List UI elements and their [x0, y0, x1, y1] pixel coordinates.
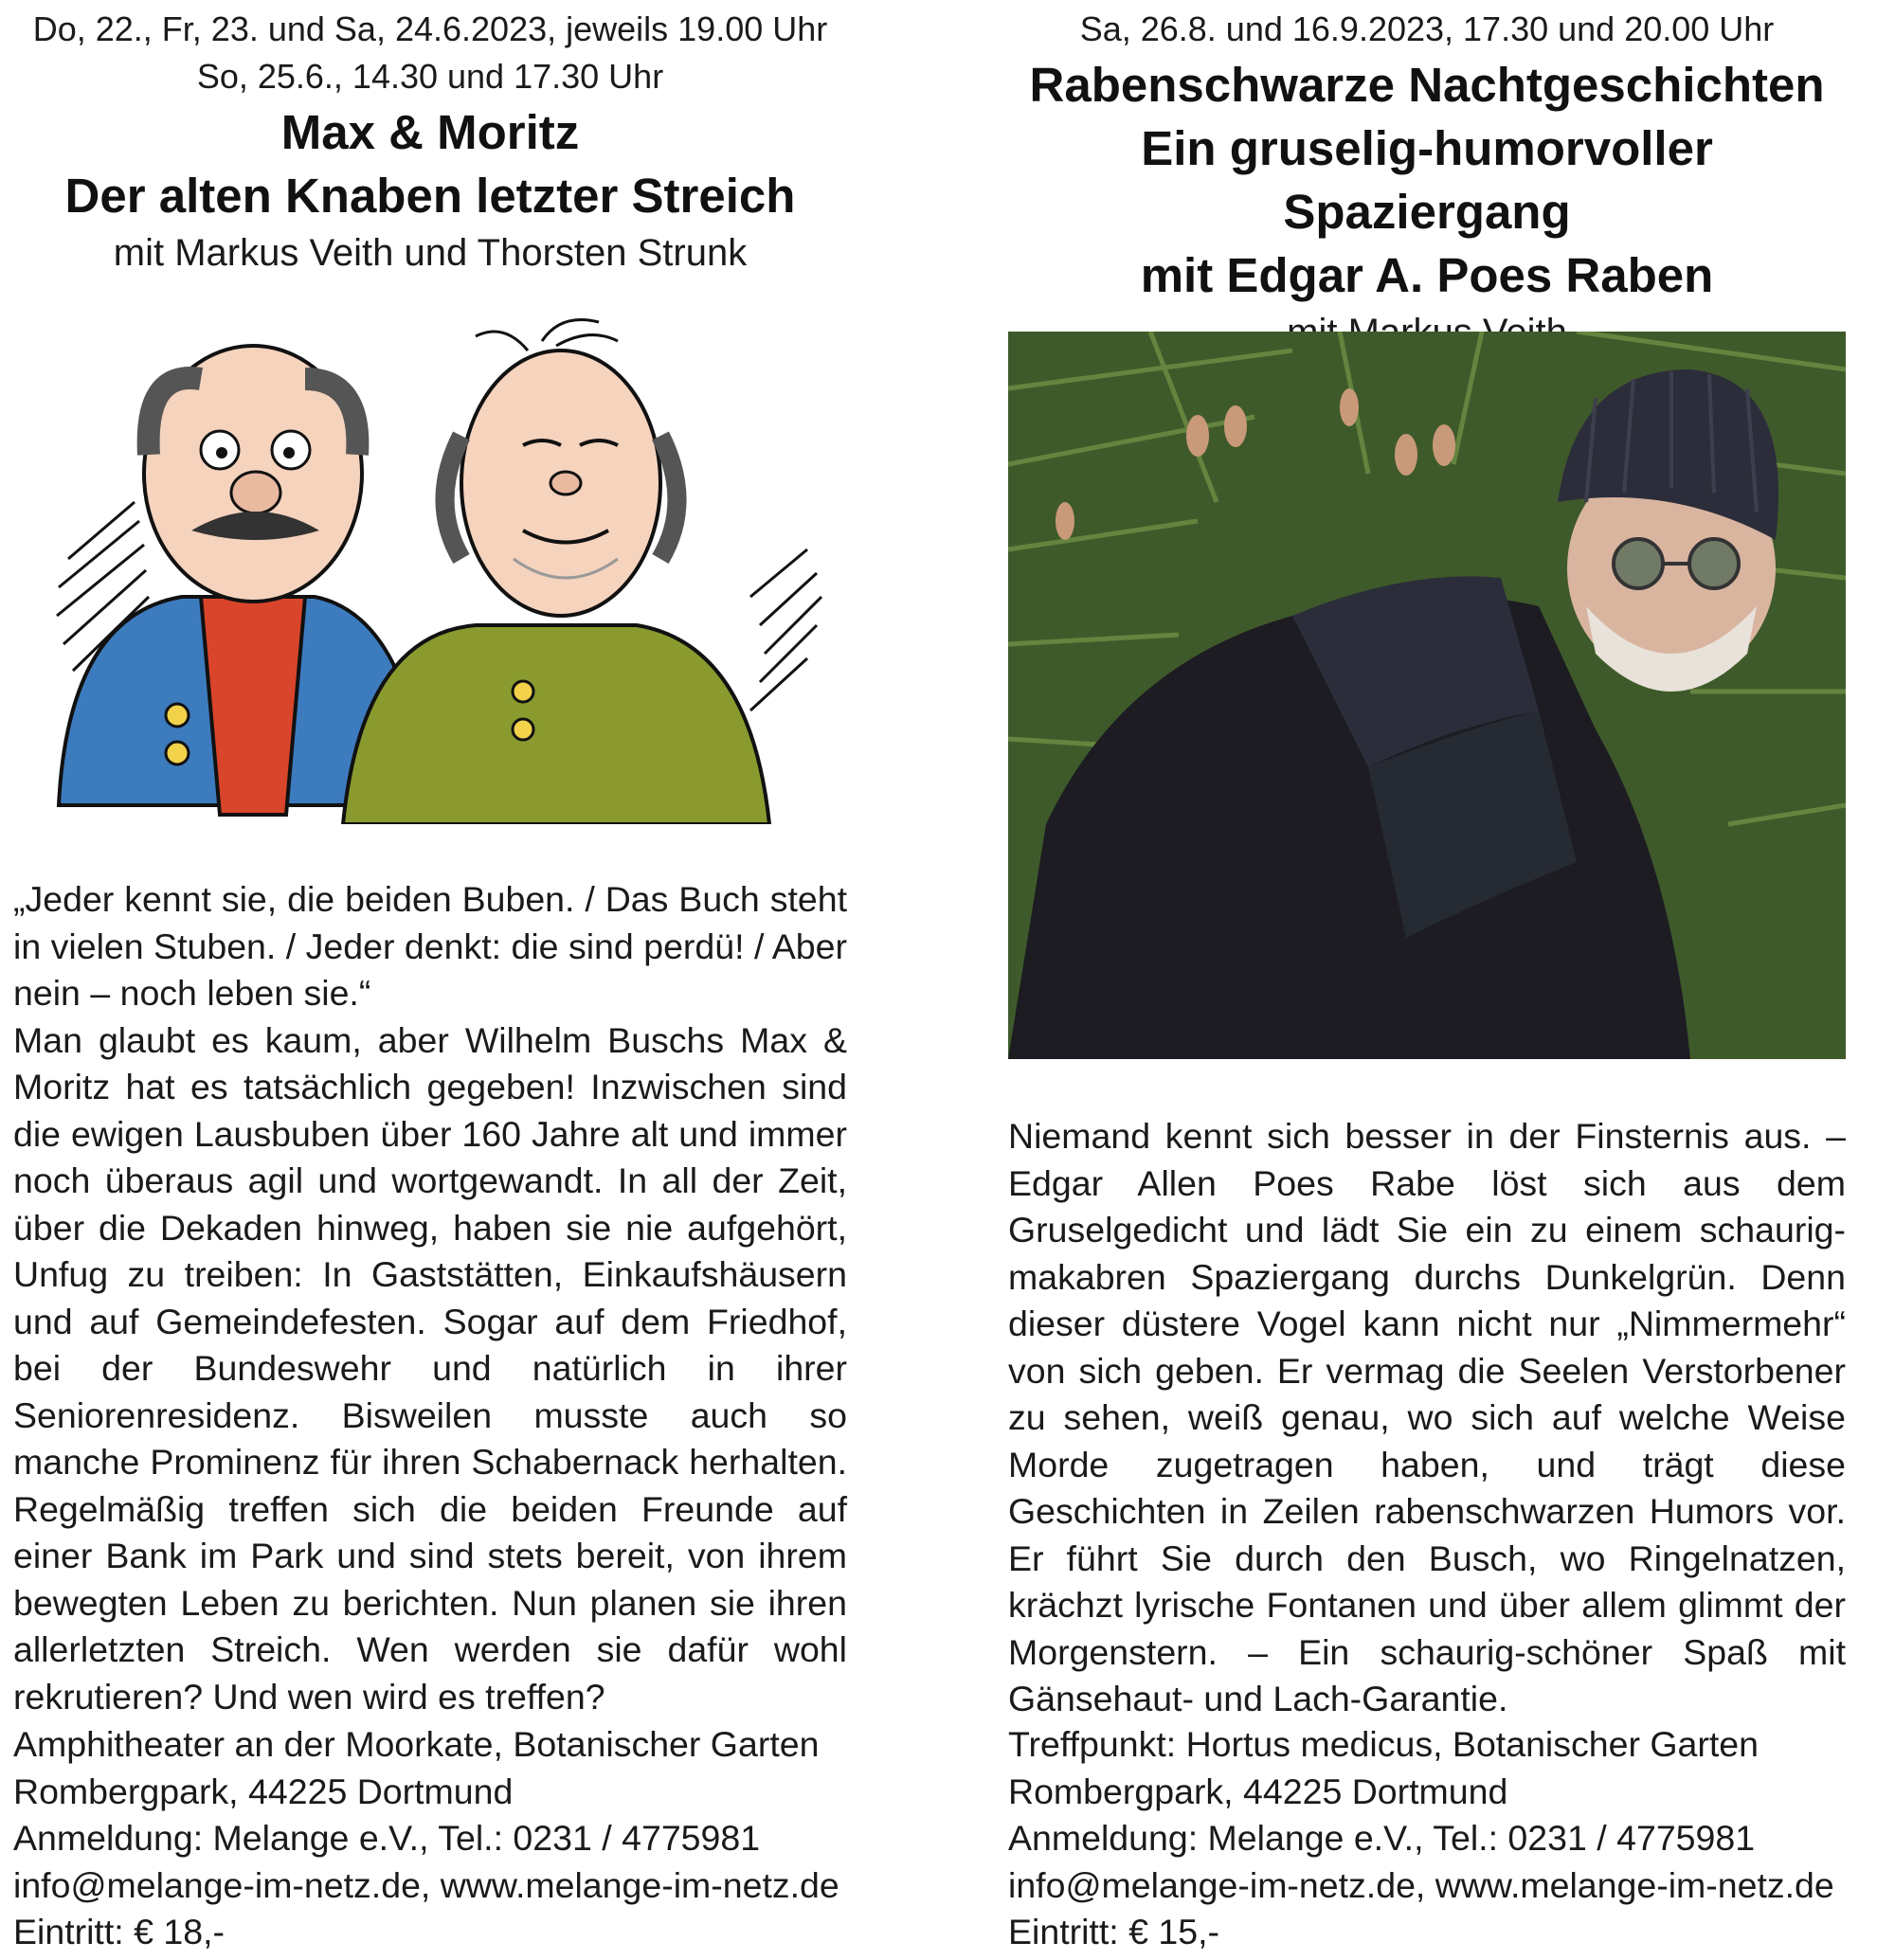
left-description-text: Man glaubt es kaum, aber Wilhelm Buschs Max & Moritz hat es tatsächlich gegeben! Inzwischen sind die ewigen Lausbuben über 160 Jahre alt und immer noch überaus agil und wortgewandt. In all der Zeit, über die Dekaden hinweg, haben sie nie aufgehört, Unfug zu treiben: In Gaststätten, Einkaufshäusern und auf Gemeindefesten. Sogar auf dem Friedhof, bei der Bundeswehr und natürlich in ihrer Seniorenresidenz. Bisweilen musste auch so manche Prominenz für ihren Schabernack herhalten. Regelmäßig treffen sich die beiden Freunde auf einer Bank im Park und sind stets bereit, von ihrem bewegten Leben zu berichten. Nun planen sie ihren allerletzten Streich. Wen werden sie dafür wohl rekrutieren? Und wen wird es treffen? [13, 1019, 847, 1717]
right-address-line: Rombergpark, 44225 Dortmund [1008, 1771, 1508, 1811]
left-address-line: Rombergpark, 44225 Dortmund [13, 1771, 514, 1811]
right-contact-line[interactable]: info@melange-im-netz.de, www.melange-im-netz.de [1008, 1864, 1834, 1905]
left-quote: „Jeder kennt sie, die beiden Buben. / Das Buch steht in vielen Stuben. / Jeder denkt: die sind perdü! / Aber nein – noch leben sie.“ [13, 879, 847, 1013]
right-registration-line: Anmeldung: Melange e.V., Tel.: 0231 / 4775981 [1008, 1818, 1756, 1858]
left-event-dates [13, 6, 847, 100]
left-date-line-1: Do, 22., Fr, 23. und Sa, 24.6.2023, jeweils 19.00 Uhr [32, 9, 828, 48]
right-event-column [1008, 0, 1846, 1951]
left-date-line-2: So, 25.6., 14.30 und 17.30 Uhr [196, 57, 664, 96]
raven-costume-photo [1008, 332, 1846, 1059]
left-contact-line[interactable]: info@melange-im-netz.de, www.melange-im-netz.de [13, 1864, 839, 1905]
right-title-line-1: Rabenschwarze Nachtgeschichten [1029, 58, 1825, 112]
left-performers: mit Markus Veith und Thorsten Strunk [113, 232, 748, 274]
right-title-line-2: Ein gruselig-humorvoller Spaziergang [1141, 121, 1713, 239]
left-registration-line: Anmeldung: Melange e.V., Tel.: 0231 / 4775981 [13, 1818, 761, 1858]
left-event-column [13, 0, 847, 1951]
left-event-info [13, 1721, 839, 1956]
right-event-description: Niemand kennt sich besser in der Finsternis aus. – Edgar Allen Poes Rabe löst sich aus dem Gruselgedicht und lädt Sie ein zu einem schaurig-makabren Spaziergang durchs Dunkelgrün. Denn dieser düstere Vogel kann nicht nur „Nimmermehr“ von sich geben. Er vermag die Seelen Verstorbener zu sehen, weiß genau, wo sich auf welche Weise Morde zugetragen haben, und trägt diese Geschichten in Zeilen rabenschwarzen Humors vor. Er führt Sie durch den Busch, wo Ringelnatzen, krächzt lyrische Fontanen und über allem glimmt der Morgenstern. – Ein schaurig-schöner Spaß mit Gänsehaut- und Lach-Garantie. [1008, 1116, 1846, 1718]
left-title-line-1: Max & Moritz [280, 105, 580, 159]
right-event-date: Sa, 26.8. und 16.9.2023, 17.30 und 20.00 Uhr [1079, 9, 1775, 48]
left-admission-line: Eintritt: € 18,- [13, 1912, 226, 1951]
max-moritz-illustration [30, 313, 845, 824]
left-venue-line: Amphitheater an der Moorkate, Botanischer Garten [13, 1724, 820, 1764]
right-title-line-3: mit Edgar A. Poes Raben [1140, 248, 1714, 302]
right-admission-line: Eintritt: € 15,- [1008, 1912, 1220, 1951]
left-event-title [13, 100, 847, 227]
right-event-title [1008, 53, 1846, 307]
left-title-line-2: Der alten Knaben letzter Streich [64, 169, 796, 223]
left-event-description [13, 876, 847, 1720]
right-event-info [1008, 1721, 1834, 1956]
right-venue-line: Treffpunkt: Hortus medicus, Botanischer Garten [1008, 1724, 1760, 1764]
